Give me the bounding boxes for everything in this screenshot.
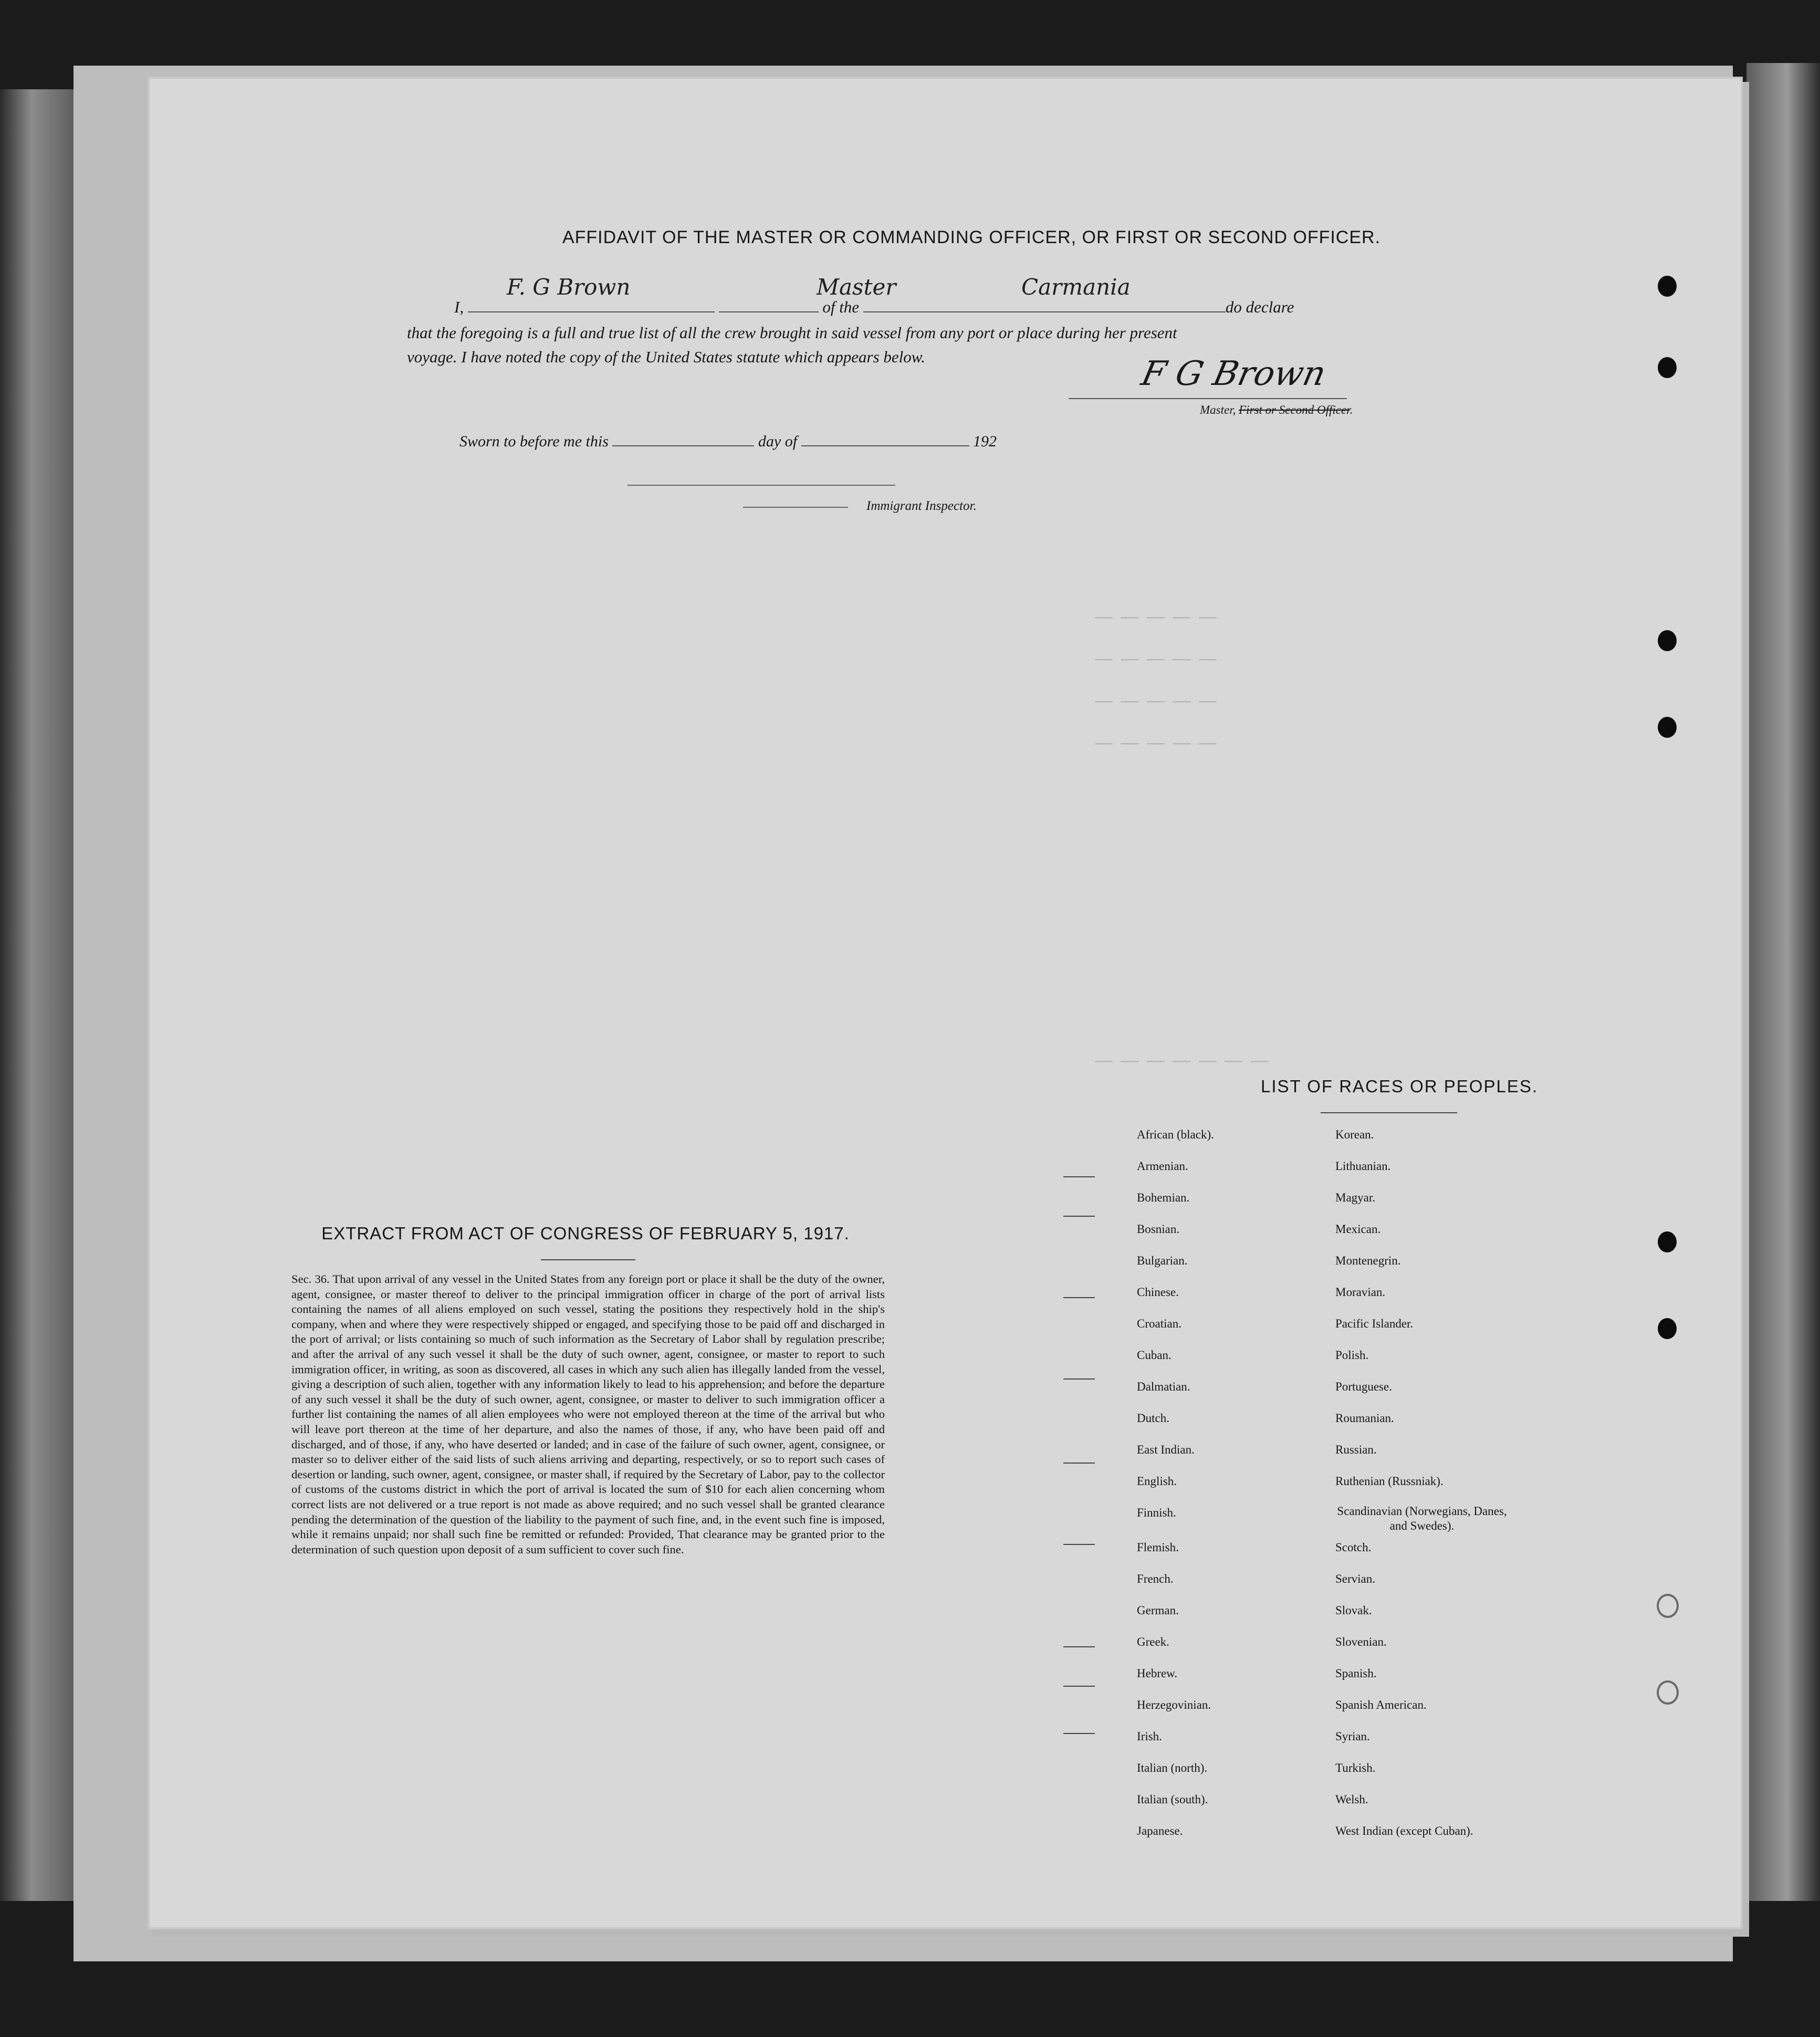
scan-edge-left bbox=[0, 89, 79, 1901]
race-item: Magyar. bbox=[1335, 1191, 1376, 1204]
sworn-day-label: day of bbox=[758, 433, 798, 450]
bleed-through-mark: — — — — — bbox=[1095, 649, 1218, 668]
race-item: Syrian. bbox=[1335, 1730, 1370, 1743]
race-item: Scandinavian (Norwegians, Danes, and Swedes). bbox=[1337, 1505, 1507, 1532]
race-item: Cuban. bbox=[1137, 1349, 1172, 1362]
races-divider bbox=[1321, 1112, 1457, 1113]
race-item: Bosnian. bbox=[1137, 1223, 1180, 1236]
bleed-through-mark: — — — — — — — bbox=[1095, 1050, 1270, 1070]
binder-hole bbox=[1658, 357, 1677, 378]
sworn-prefix: Sworn to before me this bbox=[459, 433, 609, 450]
race-item: Korean. bbox=[1335, 1128, 1374, 1141]
race-item: Scotch. bbox=[1335, 1541, 1372, 1554]
race-item: Servian. bbox=[1335, 1572, 1376, 1585]
race-item: Spanish American. bbox=[1335, 1698, 1427, 1711]
dash-mark bbox=[1063, 1378, 1095, 1380]
of-the-label: of the bbox=[822, 298, 860, 316]
race-item: Herzegovinian. bbox=[1137, 1698, 1211, 1711]
race-item: Bulgarian. bbox=[1137, 1254, 1188, 1267]
sworn-line bbox=[459, 431, 997, 451]
race-item: Welsh. bbox=[1335, 1793, 1368, 1806]
race-item: African (black). bbox=[1137, 1128, 1214, 1141]
sworn-year: 192 bbox=[973, 433, 997, 450]
dash-mark bbox=[1063, 1686, 1095, 1687]
scan-edge-right bbox=[1746, 63, 1820, 1901]
affidavit-line-3: voyage. I have noted the copy of the United States statute which appears below. bbox=[407, 348, 925, 366]
signature-line bbox=[1069, 398, 1347, 399]
race-item: Russian. bbox=[1335, 1443, 1377, 1456]
manifest-page bbox=[150, 79, 1741, 1927]
race-item: Polish. bbox=[1335, 1349, 1369, 1362]
rank-handwritten: Master bbox=[817, 274, 896, 300]
race-item: Mexican. bbox=[1335, 1223, 1381, 1236]
affidavit-line-2: that the foregoing is a full and true list of all the crew brought in said vessel from any port or place during her present bbox=[407, 323, 1177, 342]
master-signature: F G Brown bbox=[1138, 354, 1330, 393]
race-item: Hebrew. bbox=[1137, 1667, 1178, 1680]
extract-title: EXTRACT FROM ACT OF CONGRESS OF FEBRUARY 5, 1917. bbox=[321, 1224, 850, 1243]
race-item: English. bbox=[1137, 1475, 1177, 1488]
sworn-day-blank bbox=[612, 431, 754, 446]
race-item: Irish. bbox=[1137, 1730, 1162, 1743]
inspector-caption: Immigrant Inspector. bbox=[866, 499, 977, 513]
binder-ring bbox=[1657, 1594, 1679, 1618]
race-item: Finnish. bbox=[1137, 1506, 1176, 1519]
binder-ring bbox=[1657, 1680, 1679, 1705]
race-item: Italian (south). bbox=[1137, 1793, 1208, 1806]
binder-hole bbox=[1658, 1318, 1677, 1339]
binder-hole bbox=[1658, 276, 1677, 297]
race-item: Spanish. bbox=[1335, 1667, 1377, 1680]
vessel-name-handwritten: Carmania bbox=[1021, 274, 1131, 300]
race-item: Flemish. bbox=[1137, 1541, 1179, 1554]
dash-mark bbox=[1063, 1297, 1095, 1298]
race-item: Dalmatian. bbox=[1137, 1380, 1190, 1393]
dash-mark bbox=[1063, 1463, 1095, 1464]
master-name-handwritten: F. G Brown bbox=[507, 274, 631, 300]
dash-mark bbox=[1063, 1646, 1095, 1647]
dash-mark bbox=[1063, 1216, 1095, 1217]
do-declare-label: do declare bbox=[1225, 298, 1294, 316]
race-item: Roumanian. bbox=[1335, 1412, 1394, 1425]
dash-mark bbox=[1063, 1176, 1095, 1177]
dash-mark bbox=[1063, 1544, 1095, 1545]
race-item: Moravian. bbox=[1335, 1286, 1386, 1299]
extract-body: Sec. 36. That upon arrival of any vessel in the United States from any foreign port or place it shall be the duty of the owner, agent, consignee, or master thereof to deliver to the principal immigration officer in charge of the port of arrival lists containing the names of all aliens employed on such vessel, stating the positions they respectively hold in the ship's company, when and where they were respectively shipped or engaged, and specifying those to be paid off and discharged in the port of arrival; or lists containing so much of such information as the Secretary of Labor shall by regulation prescribe; and after the arrival of any such vessel it shall be the duty of such owner, agent, consignee, or master to report to such immigration officer, in writing, as soon as discovered, all cases in which any such alien has illegally landed from the vessel, giving a description of such alien, together with any information likely to lead to his apprehension; and before the departure of any such vessel it shall be the duty of such owner, agent, consignee, or master to deliver to such immigration officer a further list containing the names of all alien employees who were not employed thereon at the time of the arrival but who will leave port thereon at the time of her departure, and also the names of those, if any, who have been paid off and discharged, and of those, if any, who have deserted or landed; and in case of the failure of such owner, agent, consignee, or master so to deliver either of the said lists of such aliens arriving and departing, respectively, or so to report such cases of desertion or landing, such owner, agent, consignee, or master shall, if required by the Secretary of Labor, pay to the collector of customs of the customs district in which the port of arrival is located the sum of $10 for each alien concerning whom correct lists are not delivered or a true report is not made as above required; and no such vessel shall be granted clearance pending the determination of the question of the liability to the payment of such fine, and, in the event such fine is imposed, while it remains unpaid; nor shall such fine be remitted or refunded: Provided, That clearance may be granted prior to the determination of such question upon deposit of a sum sufficient to cover such fine. bbox=[291, 1272, 885, 1556]
race-item: French. bbox=[1137, 1572, 1174, 1585]
extract-divider bbox=[541, 1259, 635, 1260]
affidavit-prefix: I, bbox=[454, 298, 464, 316]
race-item: Lithuanian. bbox=[1335, 1159, 1391, 1173]
race-item: East Indian. bbox=[1137, 1443, 1195, 1456]
rank-blank bbox=[719, 297, 819, 312]
binder-hole bbox=[1658, 630, 1677, 651]
inspector-signature-line-short bbox=[743, 507, 848, 508]
race-item: Dutch. bbox=[1137, 1412, 1169, 1425]
race-item: Croatian. bbox=[1137, 1317, 1181, 1330]
race-item: Armenian. bbox=[1137, 1159, 1188, 1173]
binder-hole bbox=[1658, 717, 1677, 738]
race-item: German. bbox=[1137, 1604, 1179, 1617]
bleed-through-mark: — — — — — bbox=[1095, 607, 1218, 626]
sworn-month-blank bbox=[801, 431, 969, 446]
signature-caption: Master, First or Second Officer. bbox=[1200, 403, 1353, 416]
dash-mark bbox=[1063, 1733, 1095, 1734]
race-item: Pacific Islander. bbox=[1335, 1317, 1414, 1330]
race-item: Chinese. bbox=[1137, 1286, 1179, 1299]
race-item: Ruthenian (Russniak). bbox=[1335, 1475, 1444, 1488]
race-item: Japanese. bbox=[1137, 1824, 1183, 1837]
affidavit-title: AFFIDAVIT OF THE MASTER OR COMMANDING OFFICER, OR FIRST OR SECOND OFFICER. bbox=[562, 227, 1381, 247]
race-item: West Indian (except Cuban). bbox=[1335, 1824, 1473, 1837]
race-item: Greek. bbox=[1137, 1635, 1169, 1648]
binder-hole bbox=[1658, 1231, 1677, 1252]
race-item: Italian (north). bbox=[1137, 1761, 1208, 1774]
bleed-through-mark: — — — — — bbox=[1095, 733, 1218, 753]
races-title: LIST OF RACES OR PEOPLES. bbox=[1260, 1077, 1539, 1096]
race-item: Slovak. bbox=[1335, 1604, 1372, 1617]
inspector-signature-line bbox=[627, 485, 895, 486]
race-item: Turkish. bbox=[1335, 1761, 1376, 1774]
bleed-through-mark: — — — — — bbox=[1095, 691, 1218, 711]
race-item: Slovenian. bbox=[1335, 1635, 1387, 1648]
race-item: Portuguese. bbox=[1335, 1380, 1392, 1393]
race-item: Bohemian. bbox=[1137, 1191, 1190, 1204]
race-item: Montenegrin. bbox=[1335, 1254, 1401, 1267]
